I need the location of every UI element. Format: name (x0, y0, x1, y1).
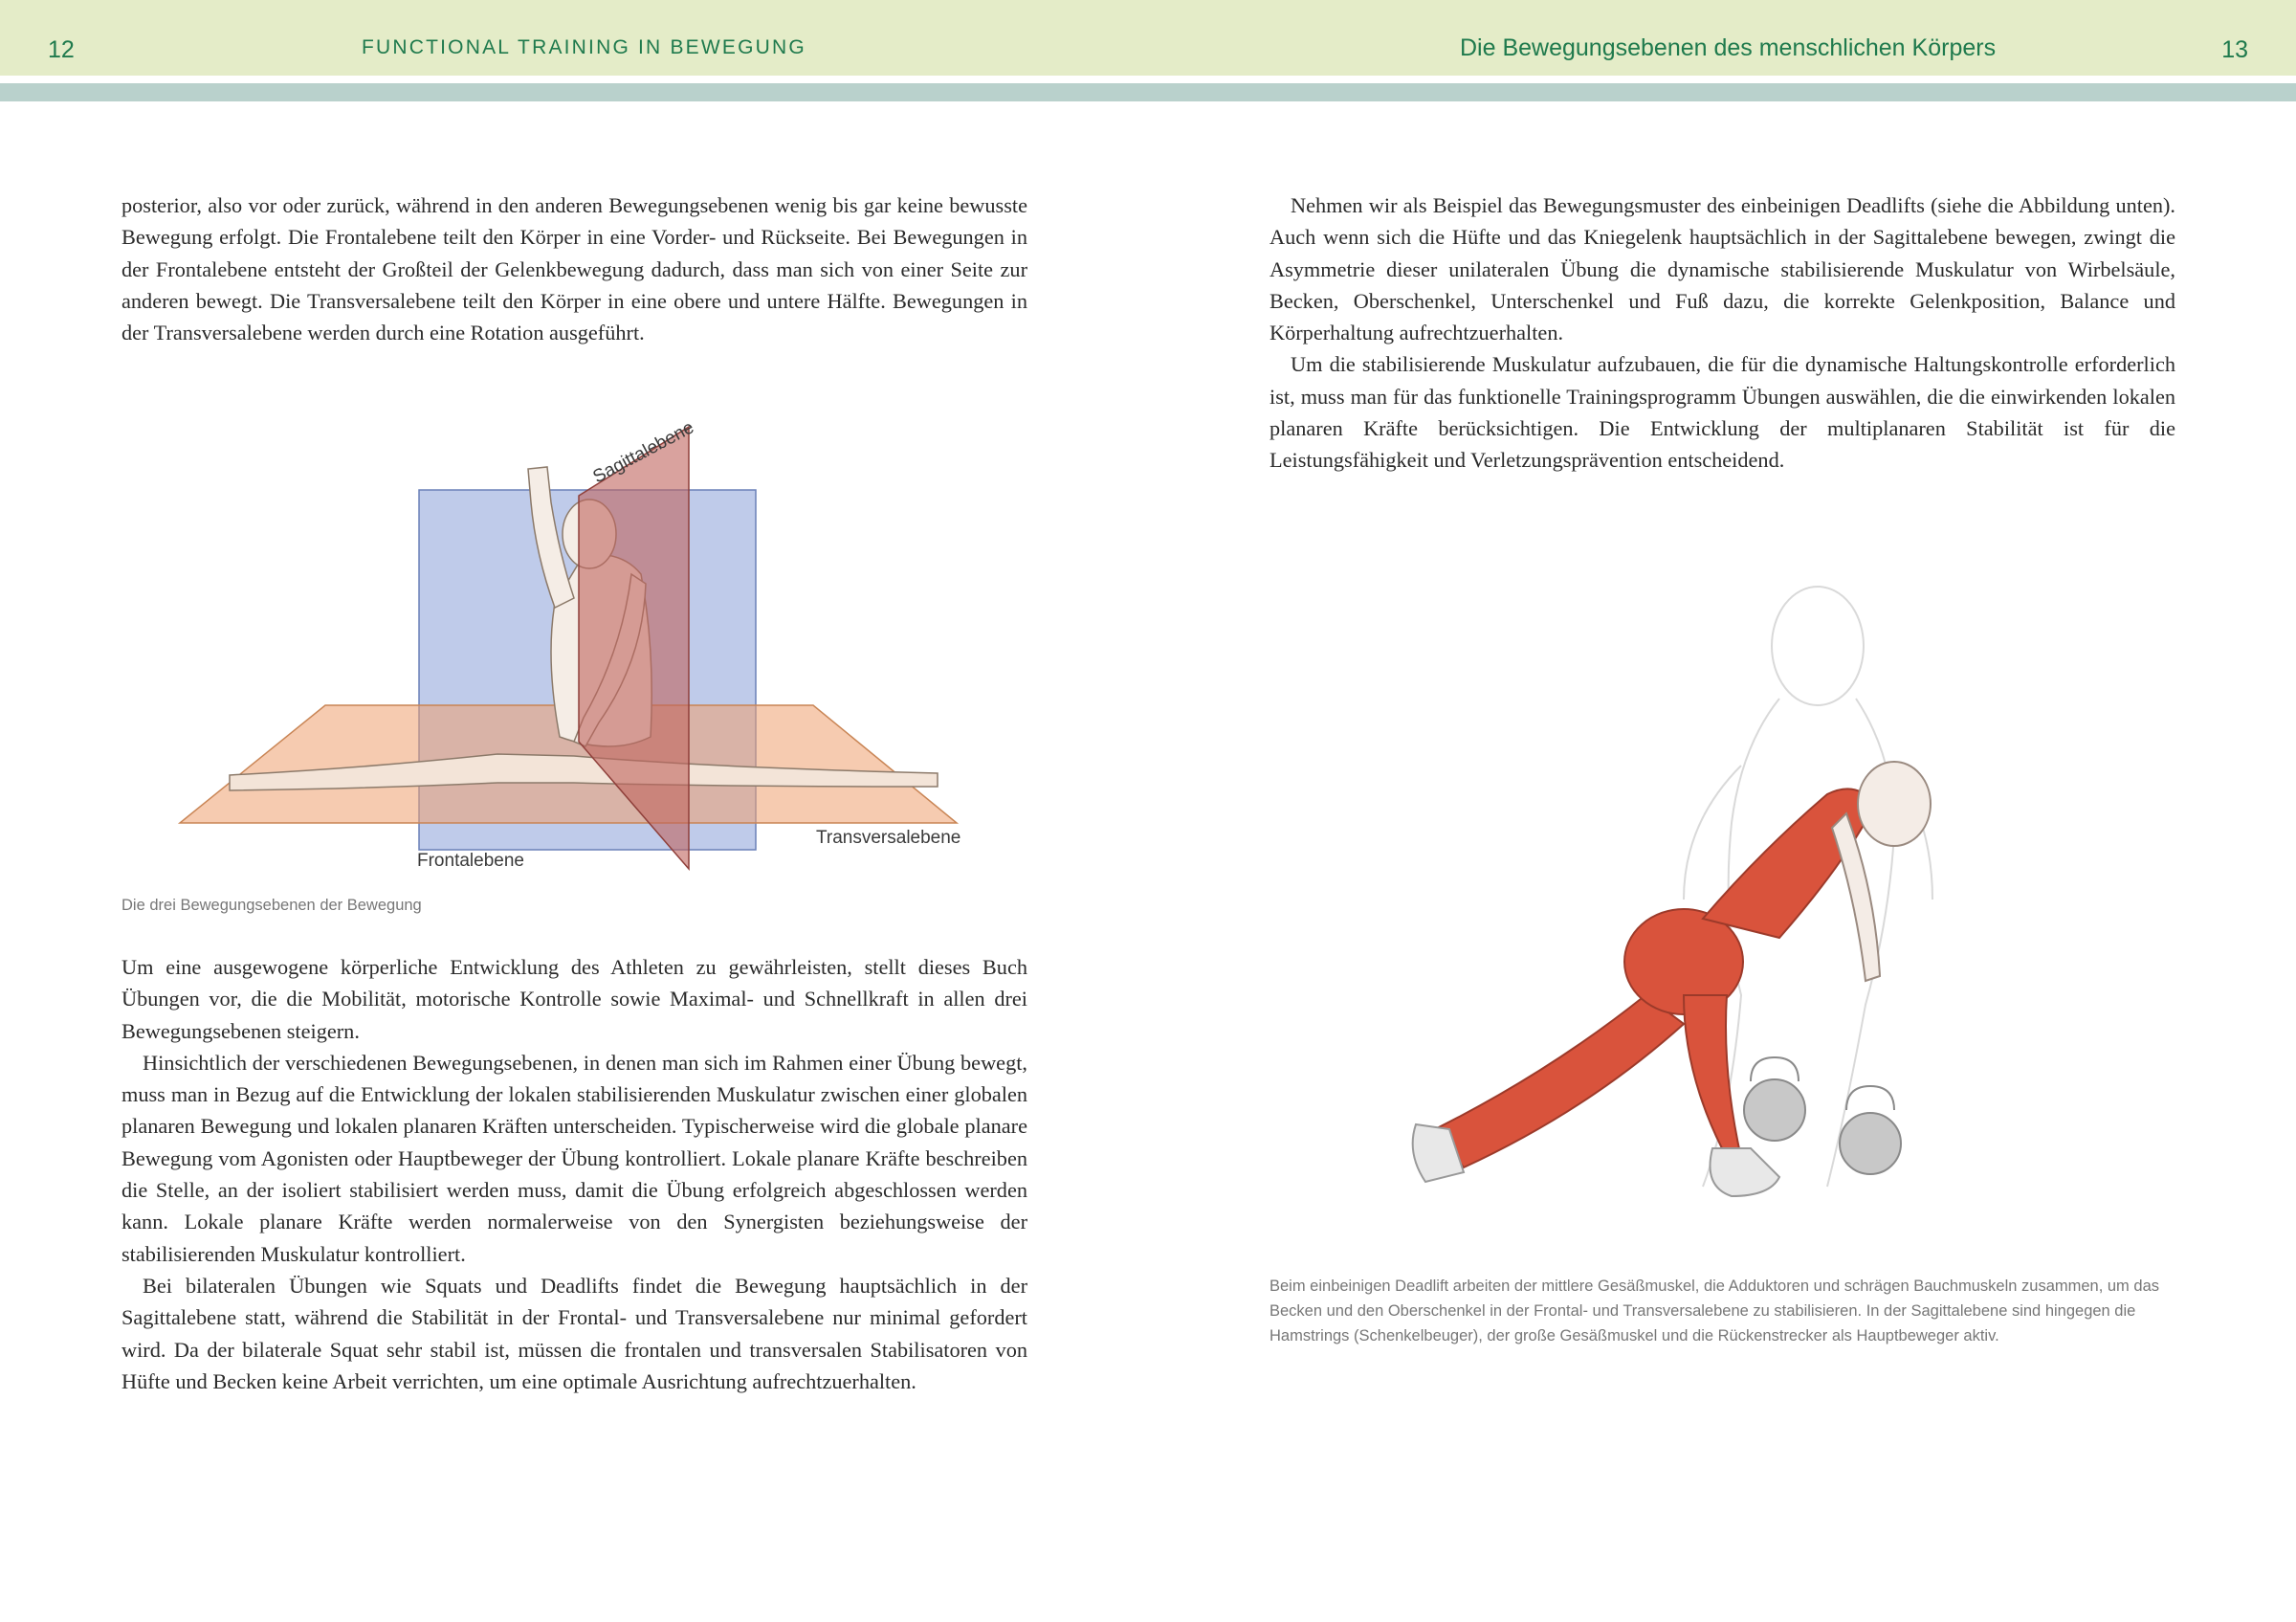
right-running-title: Die Bewegungsebenen des menschlichen Körpers (1460, 34, 1997, 61)
right-page-number: 13 (2221, 36, 2248, 63)
paragraph: Hinsichtlich der verschiedenen Bewegungsebenen, in denen man sich im Rahmen einer Übung bewegt, muss man in Bezug auf die Entwicklung der lokalen stabilisierenden Muskulatur zwischen einer globalen planaren Bewegung und lokalen planaren Kräften unterscheiden. Typischerweise wird die globale planare Bewegung vom Agonisten oder Hauptbeweger der Übung kontrolliert. Lokale planare Kräfte beschreiben die Stelle, an der isoliert stabilisiert werden muss, damit die Übung erfolgreich abgeschlossen werden kann. Lokale planare Kräfte werden normalerweise von den Synergisten beziehungsweise der stabilisierenden Muskulatur kontrolliert. (121, 1050, 1027, 1266)
frontal-label: Frontalebene (417, 851, 524, 871)
transversal-label: Transversalebene (816, 828, 961, 848)
body-planes-figure (172, 411, 976, 880)
kettlebells (1744, 1057, 1901, 1174)
deadlift-figure (1397, 574, 2009, 1244)
left-text-top (121, 189, 1027, 348)
right-figure-caption: Beim einbeinigen Deadlift arbeiten der mittlere Gesäßmuskel, die Adduktoren und schrägen Bauchmuskeln zusammen, um das Becken und den Oberschenkel in der Frontal- und Transversalebene zu stabilisieren. In der Sagittalebene sind hingegen die Hamstrings (Schenkelbeuger), der große Gesäßmuskel und die Rückenstrecker als Hauptbeweger aktiv. (1269, 1278, 2159, 1344)
left-running-title: FUNCTIONAL TRAINING IN BEWEGUNG (362, 36, 806, 58)
paragraph: Um die stabilisierende Muskulatur aufzubauen, die für die dynamische Haltungskontrolle erforderlich ist, muss man für das funktionelle Trainingsprogramm Übungen auswählen, die die einwirkenden lokalen planaren Kräfte berücksichtigen. Die Entwicklung der multiplanaren Stabilität ist für die Leistungsfähigkeit und Verletzungsprävention entscheidend. (1269, 352, 2175, 473)
paragraph: Nehmen wir als Beispiel das Bewegungsmuster des einbeinigen Deadlifts (siehe die Abbildung unten). Auch wenn sich die Hüfte und das Kniegelenk hauptsächlich in der Sagittalebene bewegen, zwingt die Asymmetrie dieser unilateralen Übung die dynamische stabilisierende Muskulatur von Wirbelsäule, Becken, Oberschenkel, Unterschenkel und Fuß dazu, die korrekte Gelenkposition, Balance und Körperhaltung aufrechtzuerhalten. (1269, 193, 2175, 345)
header-band (0, 83, 2296, 101)
paragraph: Bei bilateralen Übungen wie Squats und Deadlifts findet die Bewegung hauptsächlich in der Sagittalebene statt, während die Stabilität in der Frontal- und Transversalebene nur minimal gefordert wird. Da der bilaterale Squat sehr stabil ist, müssen die frontalen und transversalen Stabilisatoren von Hüfte und Becken keine Arbeit verrichten, um eine optimale Ausrichtung aufrechtzuerhalten. (121, 1273, 1027, 1393)
right-text (1269, 189, 2175, 477)
header-divider (0, 76, 2296, 83)
sagittal-label: Sagittalebene (589, 417, 697, 488)
left-page-number: 12 (48, 36, 75, 63)
left-text-bottom (121, 951, 1027, 1397)
left-figure-caption: Die drei Bewegungsebenen der Bewegung (121, 897, 422, 914)
paragraph: Um eine ausgewogene körperliche Entwicklung des Athleten zu gewährleisten, stellt dieses Buch Übungen vor, die die Mobilität, motorische Kontrolle sowie Maximal- und Schnellkraft in allen drei Bewegungsebenen steigern. (121, 955, 1027, 1043)
paragraph: posterior, also vor oder zurück, während in den anderen Bewegungsebenen wenig bis gar keine bewusste Bewegung erfolgt. Die Frontalebene teilt den Körper in eine Vorder- und Rückseite. Bei Bewegungen in der Frontalebene entsteht der Großteil der Gelenkbewegung dadurch, dass man sich von einer Seite zur anderen bewegt. Die Transversalebene teilt den Körper in eine obere und untere Hälfte. Bewegungen in der Transversalebene werden durch eine Rotation ausgeführt. (121, 193, 1027, 345)
